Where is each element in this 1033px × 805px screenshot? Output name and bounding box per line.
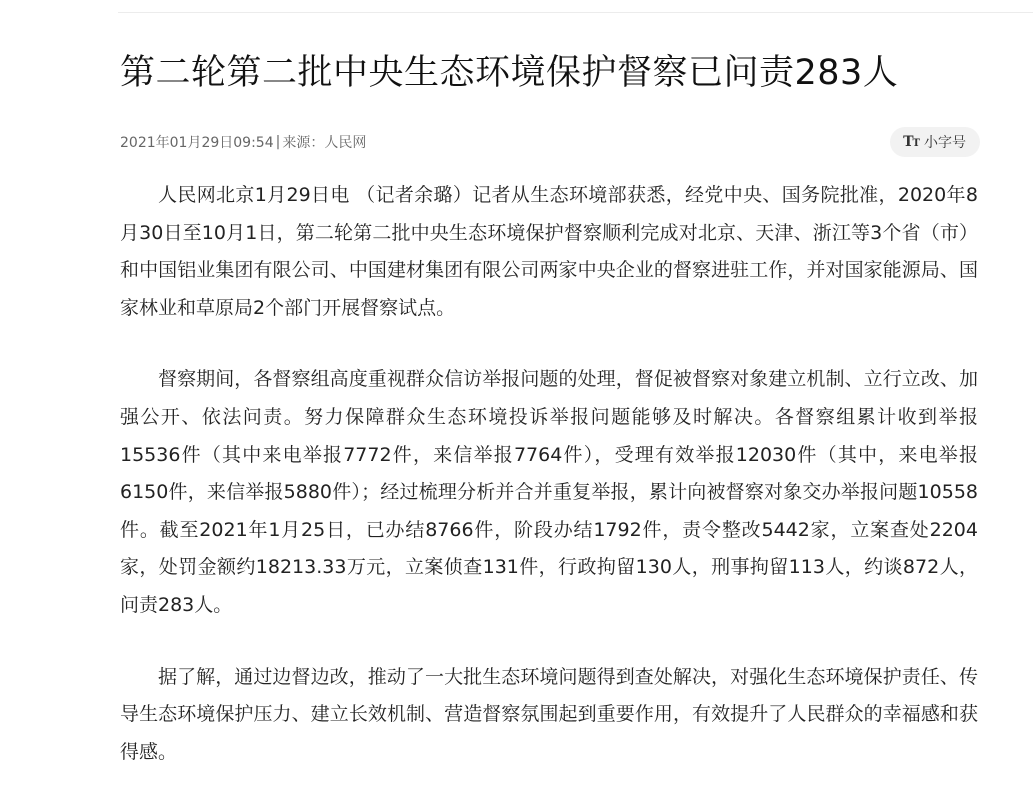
meta-separator: |: [275, 134, 281, 150]
font-size-icon: TT: [903, 134, 919, 150]
article-paragraph: 督察期间，各督察组高度重视群众信访举报问题的处理，督促被督察对象建立机制、立行立改、加强公开、依法问责。努力保障群众生态环境投诉举报问题能够及时解决。各督察组累计收到举报15536件（其中来电举报7772件，来信举报7764件），受理有效举报12030件（其中，来电举报6150件，来信举报5880件）；经过梳理分析并合并重复举报，累计向被督察对象交办举报问题10558件。截至2021年1月25日，已办结8766件，阶段办结1792件，责令整改5442家，立案查处2204家，处罚金额约18213.33万元，立案侦查131件，行政拘留130人，刑事拘留113人，约谈872人，问责283人。: [120, 368, 978, 616]
source-name: 人民网: [324, 135, 367, 151]
font-size-toggle-label: 小字号: [924, 135, 966, 151]
article-paragraph: 人民网北京1月29日电 （记者余璐）记者从生态环境部获悉，经党中央、国务院批准，2020年8月30日至10月1日，第二轮第二批中央生态环境保护督察顺利完成对北京、天津、浙江等3个省（市）和中国铝业集团有限公司、中国建材集团有限公司两家中央企业的督察进驻工作，并对国家能源局、国家林业和草原局2个部门开展督察试点。: [120, 184, 978, 319]
article-meta-row: [120, 125, 978, 159]
publish-datetime: 2021年01月29日09:54: [120, 135, 274, 151]
article-body: [120, 177, 978, 771]
article-paragraph: 据了解，通过边督边改，推动了一大批生态环境问题得到查处解决，对强化生态环境保护责任、传导生态环境保护压力、建立长效机制、营造督察氛围起到重要作用，有效提升了人民群众的幸福感和获得感。: [120, 665, 978, 763]
article-title: 第二轮第二批中央生态环境保护督察已问责283人: [120, 53, 899, 93]
font-size-toggle-button[interactable]: [890, 127, 980, 157]
article: [120, 46, 978, 805]
source-label: 来源：: [282, 135, 325, 151]
top-divider: [118, 12, 1033, 13]
article-meta: [120, 132, 366, 152]
